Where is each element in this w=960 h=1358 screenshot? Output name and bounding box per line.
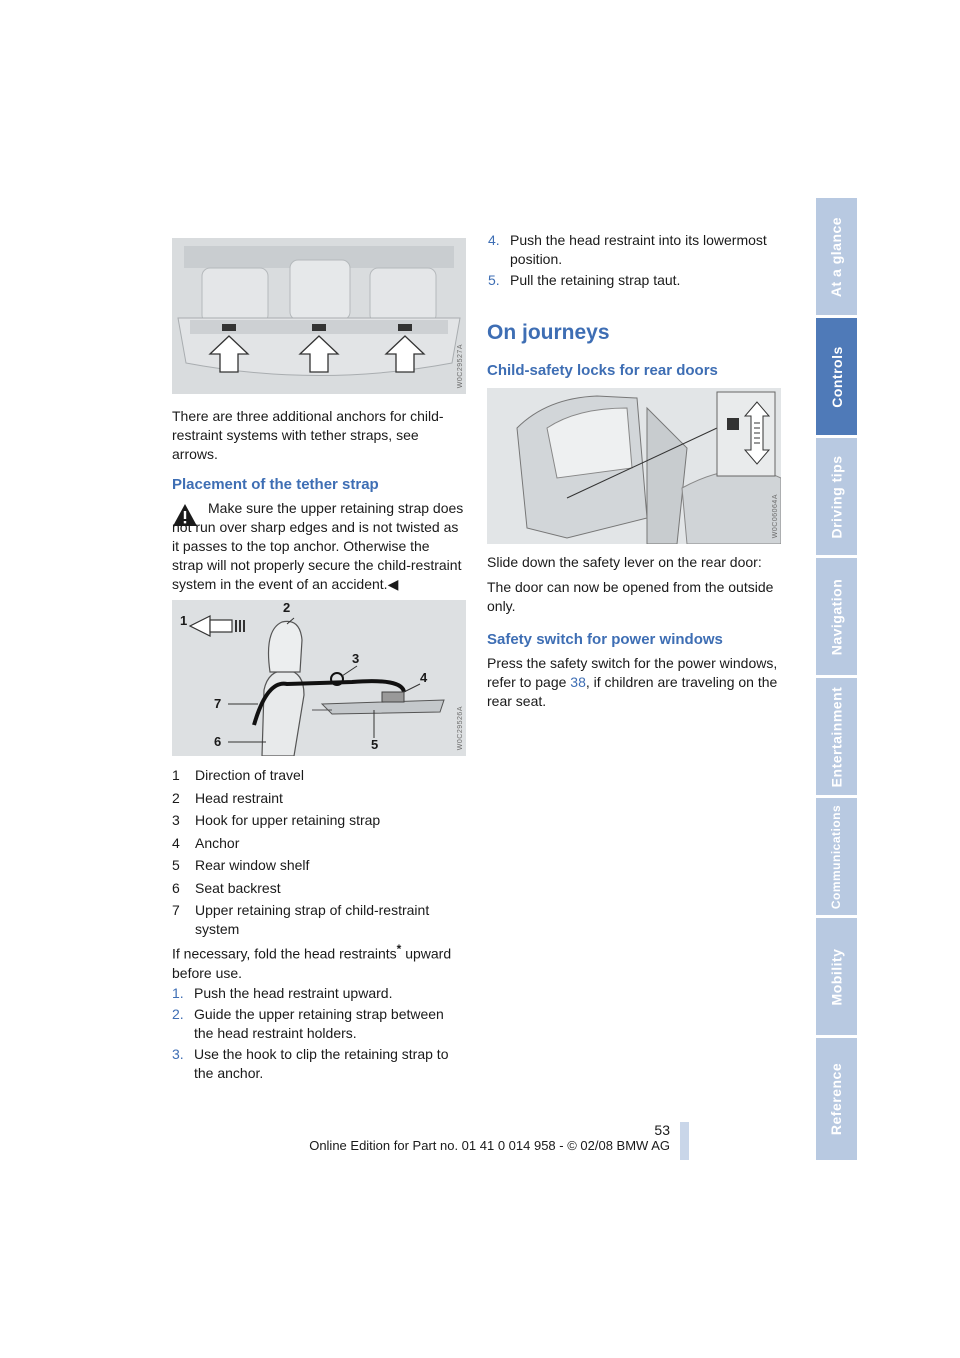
figure-code: W0C29527A	[457, 343, 464, 388]
page-ref-link[interactable]: 38	[570, 674, 586, 690]
tab-at-a-glance[interactable]: At a glance	[816, 198, 857, 315]
journeys-heading: On journeys	[487, 321, 610, 344]
safety-switch-heading: Safety switch for power windows	[487, 631, 723, 648]
callout-2: 2	[283, 600, 291, 615]
step-item: 5. Pull the retaining strap taut.	[488, 272, 681, 288]
legend-item: 5 Rear window shelf	[172, 857, 310, 873]
legend-item: 2 Head restraint	[172, 789, 283, 806]
rear-anchors-figure	[172, 238, 466, 394]
legend-item: 6 Seat backrest	[172, 879, 281, 896]
child-lock-text-1: Slide down the safety lever on the rear door:	[487, 554, 762, 570]
step-item: 4. Push the head restraint into its lowermost position.	[488, 232, 767, 267]
step-item: 1. Push the head restraint upward.	[172, 985, 393, 1001]
tab-navigation[interactable]: Navigation	[816, 558, 857, 675]
steps-list-right	[488, 231, 783, 290]
legend-item: 7 Upper retaining strap of child-restraint system	[172, 902, 430, 937]
callout-5: 5	[371, 737, 379, 752]
legend-item: 1 Direction of travel	[172, 767, 304, 783]
anchors-intro-text: There are three additional anchors for child-restraint systems with tether straps, see arrows.	[172, 408, 444, 462]
tab-mobility[interactable]: Mobility	[816, 918, 857, 1035]
tab-reference[interactable]: Reference	[816, 1038, 857, 1160]
edition-footer: Online Edition for Part no. 01 41 0 014 958 - © 02/08 BMW AG	[309, 1138, 670, 1153]
callout-7: 7	[214, 696, 222, 711]
tab-communications[interactable]: Communications	[816, 798, 857, 915]
figure-code: W0C29526A	[457, 705, 464, 750]
tether-heading: Placement of the tether strap	[172, 476, 379, 493]
callout-4: 4	[420, 670, 428, 685]
figure-code: W0C06064A	[772, 493, 779, 538]
tab-driving-tips[interactable]: Driving tips	[816, 438, 857, 555]
page-number: 53	[654, 1122, 670, 1138]
child-lock-figure	[487, 388, 781, 544]
callout-3: 3	[352, 651, 360, 666]
legend-item: 4 Anchor	[172, 834, 240, 851]
child-locks-heading: Child-safety locks for rear doors	[487, 362, 718, 379]
safety-switch-text: Press the safety switch for the power windows, refer to page 38, if children are traveling on the rear seat.	[487, 655, 778, 709]
child-lock-illustration	[487, 388, 781, 544]
steps-list-left	[172, 984, 464, 1083]
callout-6: 6	[214, 734, 222, 749]
legend-item: 3 Hook for upper retaining strap	[172, 812, 381, 828]
fold-note: If necessary, fold the head restraints* upward before use.	[172, 942, 452, 981]
child-lock-text-2: The door can now be opened from the outside only.	[487, 579, 774, 614]
step-item: 2. Guide the upper retaining strap between the head restraint holders.	[172, 1006, 444, 1041]
callout-legend	[172, 766, 472, 943]
tab-entertainment[interactable]: Entertainment	[816, 678, 857, 795]
rear-anchors-illustration	[172, 238, 466, 394]
end-mark: ◀	[387, 576, 399, 592]
tether-diagram-figure	[172, 600, 466, 756]
callout-1: 1	[180, 613, 188, 628]
step-item: 3. Use the hook to clip the retaining strap to the anchor.	[172, 1046, 449, 1081]
tab-controls[interactable]: Controls	[816, 318, 857, 435]
tether-warning: Make sure the upper retaining strap does not run over sharp edges and is not twisted as it passes to the top anchor. Otherwise the strap will not properly secure the child-restraint system in the event of an accident.◀	[172, 500, 464, 592]
footer-bar	[680, 1122, 689, 1160]
